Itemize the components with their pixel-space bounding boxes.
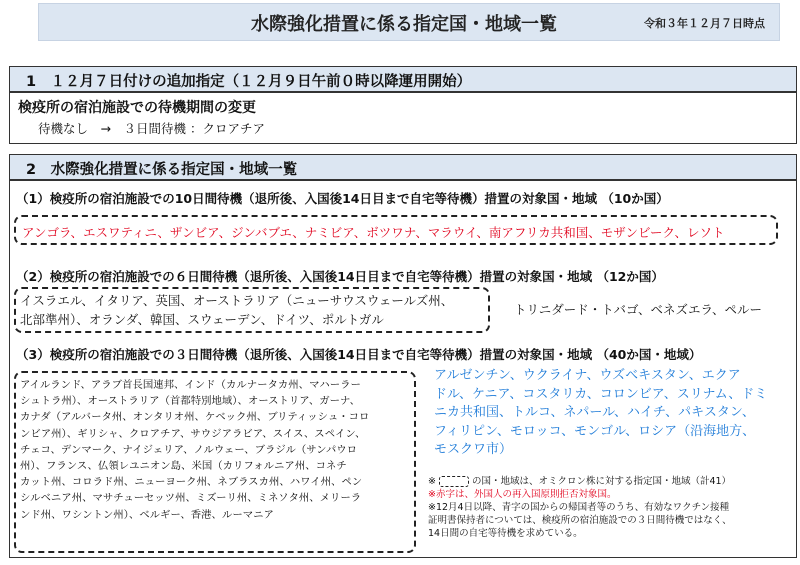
category3-line-4: ンビア州）、ギリシャ、クロアチア、サウジアラビア、スイス、スペイン、 [20,427,366,440]
category3-other-line-4: フィリピン、モロッコ、モンゴル、ロシア（沿海地方、 [434,423,756,439]
category3-heading: （3）検疫所の宿泊施設での３日間待機（退所後、入国後14日目まで自宅等待機）措置の対象国・地域 （40か国・地域） [16,347,702,362]
section1-heading: 1 １２月７日付けの追加指定（１２月９日午前０時以降運用開始） [9,66,797,92]
category1-heading: （1）検疫所の宿泊施設での10日間待機（退所後、入国後14日目まで自宅等待機）措置の対象国・地域 （10か国） [16,191,669,206]
vaccine-note [428,501,732,540]
category3-other-line-1: アルゼンチン、ウクライナ、ウズベキスタン、エクア [434,368,741,383]
vaccine-note-line-3: 14日間の自宅等待機を求めている。 [428,528,583,539]
category1-countries: アンゴラ、エスワティニ、ザンビア、ジンバブエ、ナミビア、ボツワナ、マラウイ、南アフリカ共和国、モザンビーク、レソト [22,225,725,240]
section2-heading: 2 水際強化措置に係る指定国・地域一覧 [9,154,797,180]
page-title: 水際強化措置に係る指定国・地域一覧 [251,14,557,35]
category2-heading: （2）検疫所の宿泊施設での６日間待機（退所後、入国後14日目まで自宅等待機）措置の対象国・地域 （12か国） [16,269,664,284]
category3-line-9: ンド州、ワシントン州）、ベルギー、香港、ルーマニア [20,508,274,521]
category2-countries [20,291,453,329]
legend-prefix: ※ [428,476,436,487]
section1-subheading: 検疫所の宿泊施設での待機期間の変更 [18,100,256,116]
category2-line-2: 北部準州）、オランダ、韓国、スウェーデン、ドイツ、ポルトガル [20,312,384,327]
category3-line-8: シルベニア州、マサチューセッツ州、ミズーリ州、ミネソタ州、メリーラ [20,492,362,505]
vaccine-note-line-1: ※12月4日以降、青字の国からの帰国者等のうち、有効なワクチン接種 [428,502,730,513]
category3-countries [20,377,369,523]
red-text-note: ※赤字は、外国人の再入国原則拒否対象国。 [428,489,617,500]
legend-note [428,475,731,488]
section1-box [9,92,797,144]
legend-dashed-box-icon [439,476,469,487]
legend-text: の国・地域は、オミクロン株に対する指定国・地域（計41） [471,476,732,487]
category3-other-line-5: モスクワ市） [434,442,513,458]
category3-line-2: シュトラ州）、オーストラリア（首都特別地域）、オーストリア、ガーナ、 [20,395,361,408]
category3-other-line-3: ニカ共和国、トルコ、ネパール、ハイチ、パキスタン、 [434,405,755,421]
vaccine-note-line-2: 証明書保持者については、検疫所の宿泊施設での３日間待機ではなく、 [428,515,732,526]
category3-line-3: カナダ（アルバータ州、オンタリオ州、ケベック州、ブリティッシュ・コロ [20,411,370,424]
category2-line-1: イスラエル、イタリア、英国、オーストラリア（ニューサウスウェールズ州、 [20,293,454,308]
category3-other-countries [434,367,767,460]
category3-line-1: アイルランド、アラブ首長国連邦、インド（カルナータカ州、マハーラー [20,379,361,391]
section2-box [9,180,797,558]
category3-line-5: チェコ、デンマーク、ナイジェリア、ノルウェー、ブラジル（サンパウロ [20,443,358,456]
category2-other-countries: トリニダード・トバゴ、ベネズエラ、ペルー [514,302,763,317]
category3-line-7: カット州、コロラド州、ニューヨーク州、ネブラスカ州、ハワイ州、ペン [20,476,363,489]
category3-other-line-2: ドル、ケニア、コスタリカ、コロンビア、スリナム、ドミ [434,386,768,402]
as-of-date: 令和３年１２月７日時点 [644,17,765,30]
category3-line-6: 州）、フランス、仏領レユニオン島、米国（カリフォルニア州、コネチ [20,460,347,473]
title-bar [38,3,780,41]
section1-change-line: 待機なし → ３日間待機 ：クロアチア [38,121,265,136]
